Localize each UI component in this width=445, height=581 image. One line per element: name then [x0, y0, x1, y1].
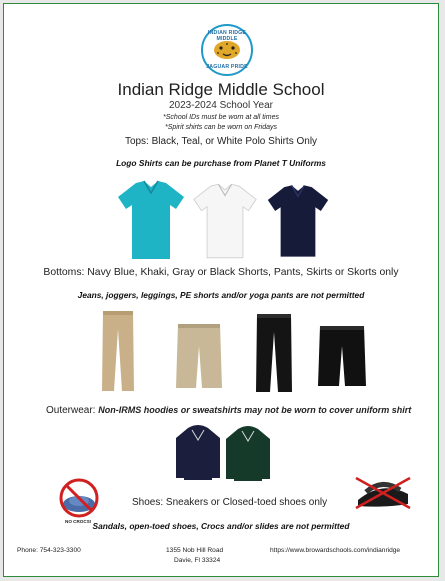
navy-hoodie-image [174, 424, 222, 482]
outerwear-label: Outerwear: [46, 405, 96, 416]
logo-text-top: INDIAN RIDGE MIDDLE [207, 30, 247, 42]
no-crocs-image [56, 478, 102, 518]
logo-text-bottom: JAGUAR PRIDE [206, 64, 248, 70]
navy-polo-image [266, 181, 330, 261]
id-note: *School IDs must be worn at all times [163, 114, 279, 121]
black-shorts-image [316, 324, 368, 390]
green-hoodie-image [224, 425, 272, 483]
address-line1: 1355 Nob Hill Road [166, 547, 224, 554]
tops-rule: Tops: Black, Teal, or White Polo Shirts Only [124, 136, 318, 147]
school-year: 2023-2024 School Year [169, 100, 273, 111]
teal-polo-image [116, 179, 186, 261]
address-line2: Davie, Fl 33324 [174, 557, 221, 564]
shoes-rule: Shoes: Sneakers or Closed-toed shoes only [132, 497, 328, 508]
phone-number: Phone: 754-323-3300 [17, 547, 81, 554]
jaguar-icon [212, 39, 242, 61]
no-slides-image [352, 474, 414, 512]
outerwear-note: Non-IRMS hoodies or sweatshirts may not be worn to cover uniform shirt [98, 405, 412, 415]
uniform-flyer [3, 3, 439, 577]
white-polo-image [192, 181, 258, 261]
website-link[interactable]: https://www.browardschools.com/indianridge [270, 547, 401, 554]
school-title: Indian Ridge Middle School [117, 80, 325, 99]
outerwear-rule [46, 405, 411, 416]
khaki-shorts-image [174, 322, 224, 392]
school-logo [201, 24, 253, 76]
bottoms-rule: Bottoms: Navy Blue, Khaki, Gray or Black Shorts, Pants, Skirts or Skorts only [43, 267, 399, 278]
spirit-note: *Spirit shirts can be worn on Fridays [164, 124, 278, 131]
khaki-pants-image [100, 309, 136, 393]
shoes-not-permitted: Sandals, open-toed shoes, Crocs and/or slides are not permitted [92, 521, 350, 531]
black-pants-image [254, 312, 294, 394]
logo-shirts-note: Logo Shirts can be purchase from Planet T Uniforms [116, 158, 326, 168]
bottoms-not-permitted: Jeans, joggers, leggings, PE shorts and/or yoga pants are not permitted [77, 290, 365, 300]
no-crocs-label: NO CROCS! [65, 519, 92, 524]
